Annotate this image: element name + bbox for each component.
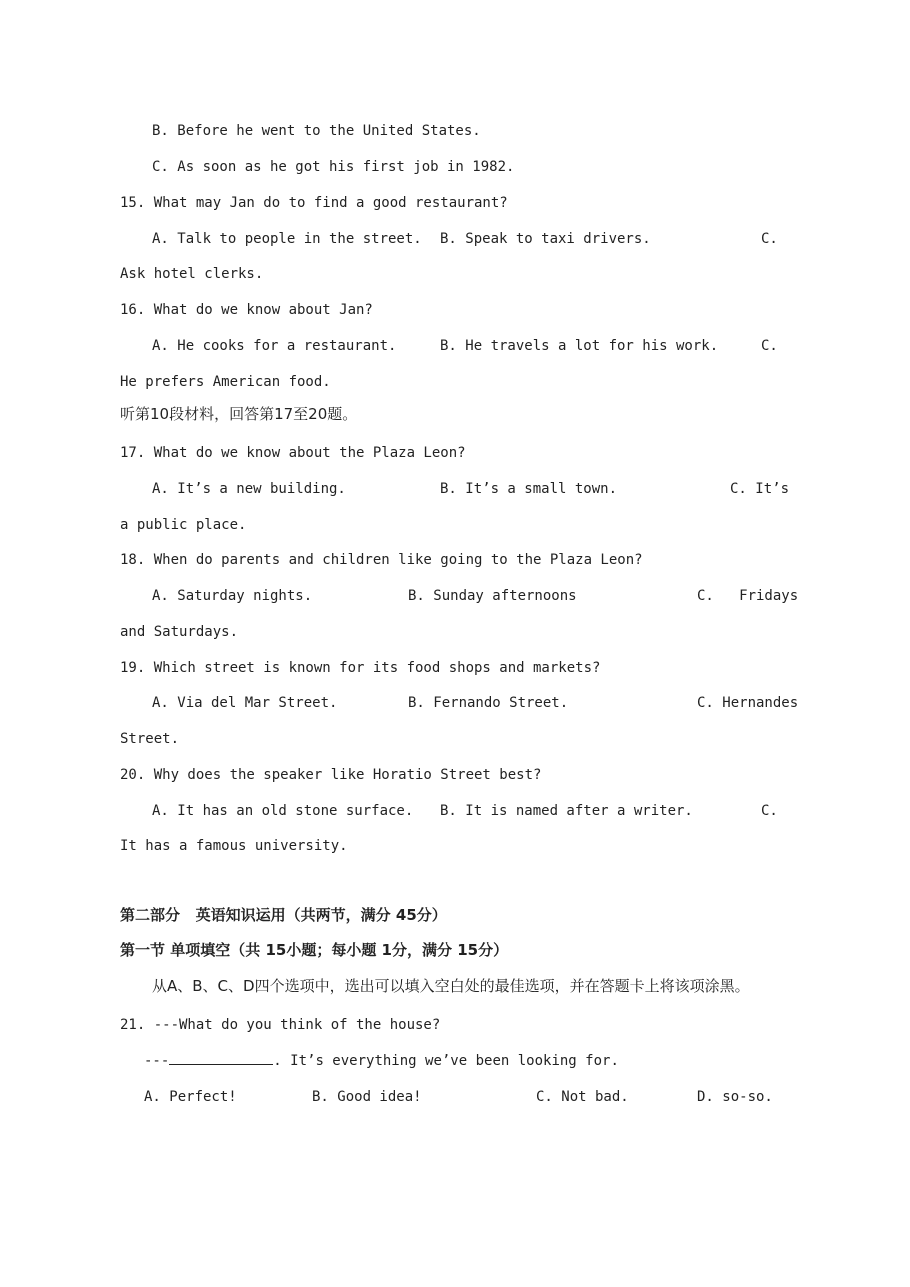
q21-option-c: C. Not bad. — [536, 1089, 629, 1105]
q17-option-b: B. It’s a small town. — [440, 481, 618, 497]
q21-option-d: D. so-so. — [697, 1089, 773, 1105]
q17-option-c-text: a public place. — [120, 517, 247, 533]
q15-option-c-letter: C. — [761, 231, 778, 247]
part2-instruction: 从A、B、C、D四个选项中，选出可以填入空白处的最佳选项，并在答题卡上将该项涂黑。 — [152, 977, 750, 995]
q15-option-c-text: Ask hotel clerks. — [120, 266, 264, 282]
q19-stem: 19. Which street is known for its food shops and markets? — [120, 660, 601, 676]
q16-option-c-letter: C. — [761, 338, 778, 354]
q18-option-c-start: C. Fridays — [697, 588, 799, 604]
q21-stem: 21. ---What do you think of the house? — [120, 1017, 441, 1033]
q19-option-c-start: C. Hernandes — [697, 695, 799, 711]
q18-option-b: B. Sunday afternoons — [408, 588, 577, 604]
part2-heading: 第二部分 英语知识运用（共两节，满分 45分） — [120, 906, 447, 924]
q20-option-b: B. It is named after a writer. — [440, 803, 693, 819]
q14-option-b: B. Before he went to the United States. — [152, 123, 481, 139]
q18-stem: 18. When do parents and children like going to the Plaza Leon? — [120, 552, 643, 568]
q20-stem: 20. Why does the speaker like Horatio Street best? — [120, 767, 542, 783]
q16-option-c-text: He prefers American food. — [120, 374, 331, 390]
q14-option-c: C. As soon as he got his first job in 1982. — [152, 159, 515, 175]
q19-option-a: A. Via del Mar Street. — [152, 695, 338, 711]
q21-reply-prefix: --- — [144, 1053, 170, 1069]
q20-option-c-letter: C. — [761, 803, 778, 819]
q21-reply — [144, 1051, 619, 1071]
q21-option-b: B. Good idea! — [312, 1089, 422, 1105]
answer-blank — [169, 1051, 273, 1065]
q18-option-c-text: and Saturdays. — [120, 624, 239, 640]
q15-option-a: A. Talk to people in the street. — [152, 231, 422, 247]
q21-reply-suffix: . It’s everything we’ve been looking for. — [273, 1053, 619, 1069]
q19-option-b: B. Fernando Street. — [408, 695, 569, 711]
section10-instruction: 听第10段材料，回答第17至20题。 — [120, 405, 358, 423]
q19-option-c-text: Street. — [120, 731, 180, 747]
q17-stem: 17. What do we know about the Plaza Leon? — [120, 445, 466, 461]
q17-option-a: A. It’s a new building. — [152, 481, 346, 497]
q17-option-c-start: C. It’s — [730, 481, 790, 497]
q16-stem: 16. What do we know about Jan? — [120, 302, 373, 318]
q20-option-a: A. It has an old stone surface. — [152, 803, 414, 819]
q18-option-a: A. Saturday nights. — [152, 588, 313, 604]
q15-stem: 15. What may Jan do to find a good restaurant? — [120, 195, 508, 211]
q16-option-b: B. He travels a lot for his work. — [440, 338, 719, 354]
q15-option-b: B. Speak to taxi drivers. — [440, 231, 651, 247]
q21-option-a: A. Perfect! — [144, 1089, 237, 1105]
part2-section1-heading: 第一节 单项填空（共 15小题；每小题 1分，满分 15分） — [120, 941, 509, 959]
q16-option-a: A. He cooks for a restaurant. — [152, 338, 397, 354]
q20-option-c-text: It has a famous university. — [120, 838, 348, 854]
